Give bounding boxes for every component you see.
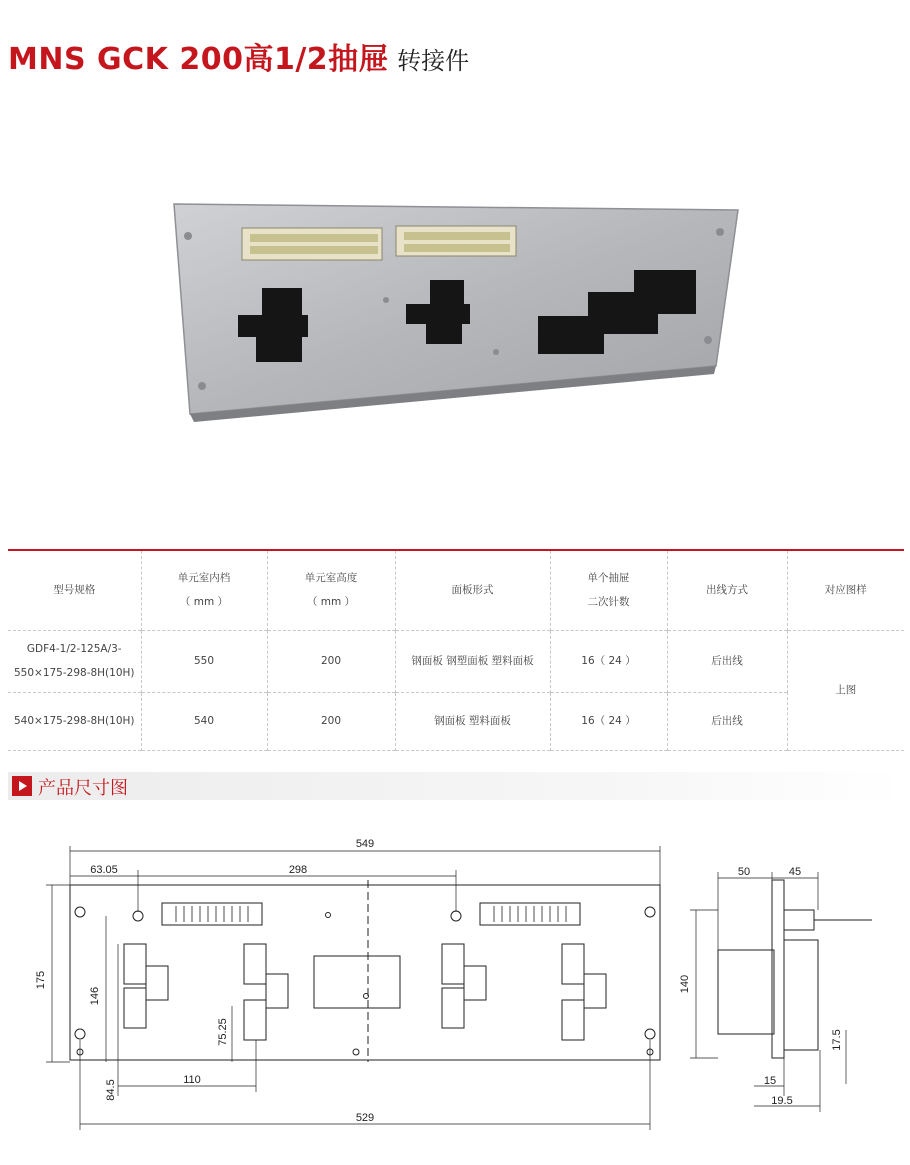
cell-model: GDF4-1/2-125A/3- 550×175-298-8H(10H) <box>13 643 135 679</box>
cell-outlet: 后出线 <box>667 630 787 692</box>
dim-mid-height: 75.25 <box>217 1018 229 1046</box>
front-connector-left <box>162 903 262 925</box>
cell-unit-width: 540 <box>141 692 267 750</box>
section-title: 产品尺寸图 <box>38 778 128 799</box>
connector-pins <box>176 906 566 922</box>
dim-side-top-left: 50 <box>737 866 751 878</box>
dim-bottom-offset: 84.5 <box>105 1079 117 1101</box>
dim-side-top-right: 45 <box>788 866 802 878</box>
dimension-drawing <box>0 828 910 1158</box>
dim-module-width: 110 <box>183 1074 201 1086</box>
mounting-holes <box>75 907 655 1055</box>
cell-unit-height: 200 <box>267 692 395 750</box>
cell-drawing-ref: 上图 <box>787 630 904 750</box>
side-view <box>690 872 872 1112</box>
header-pin-count: 单个抽屉 二次针数 <box>550 550 667 630</box>
dim-base-width: 529 <box>355 1112 375 1124</box>
header-model: 型号规格 <box>53 584 96 597</box>
terminal-group-4 <box>562 944 606 1040</box>
table-row <box>8 692 904 750</box>
dim-left-offset: 63.05 <box>90 864 118 876</box>
side-connector <box>784 910 814 930</box>
dim-side-height: 140 <box>679 974 691 994</box>
spec-table <box>8 549 904 751</box>
side-breaker-body <box>718 950 774 1034</box>
dim-span: 298 <box>288 864 308 876</box>
page-title <box>8 34 469 78</box>
dim-height: 175 <box>35 970 47 990</box>
section-header <box>8 772 904 800</box>
header-drawing: 对应图样 <box>787 550 904 630</box>
photo-connector-left <box>242 228 382 260</box>
front-panel-outline <box>70 885 660 1060</box>
dim-side-bottom2: 19.5 <box>771 1095 793 1107</box>
front-connector-right <box>480 903 580 925</box>
dim-inner-height: 146 <box>89 986 101 1006</box>
dim-total-width: 549 <box>355 838 375 850</box>
header-outlet: 出线方式 <box>667 550 787 630</box>
cell-unit-width: 550 <box>141 630 267 692</box>
cell-outlet: 后出线 <box>667 692 787 750</box>
front-dimension-labels <box>35 838 374 1124</box>
side-terminal <box>784 940 818 1050</box>
cell-model: 540×175-298-8H(10H) <box>13 715 135 727</box>
product-photo <box>160 190 750 435</box>
terminal-group-3 <box>442 944 486 1028</box>
cell-pin-count: 16（ 24 ） <box>550 692 667 750</box>
terminal-group-1 <box>124 944 168 1028</box>
title-sub: 转接件 <box>397 47 470 75</box>
table-header-row <box>8 550 904 630</box>
header-unit-height: 单元室高度 （ mm ） <box>267 550 395 630</box>
play-arrow-icon <box>12 776 32 796</box>
header-unit-width: 单元室内档 （ mm ） <box>141 550 267 630</box>
cell-panel-type: 钢面板 钢塑面板 塑料面板 <box>395 630 550 692</box>
title-main: MNS GCK 200高1/2抽屉 <box>8 42 390 77</box>
dim-side-bottom1: 15 <box>763 1075 777 1087</box>
terminal-group-2 <box>244 944 288 1040</box>
cell-pin-count: 16（ 24 ） <box>550 630 667 692</box>
dim-side-pin: 17.5 <box>831 1029 843 1051</box>
center-plate <box>314 956 400 1008</box>
header-panel-type: 面板形式 <box>395 550 550 630</box>
cell-unit-height: 200 <box>267 630 395 692</box>
cell-panel-type: 钢面板 塑料面板 <box>395 692 550 750</box>
front-view <box>46 846 660 1130</box>
table-row <box>8 630 904 692</box>
